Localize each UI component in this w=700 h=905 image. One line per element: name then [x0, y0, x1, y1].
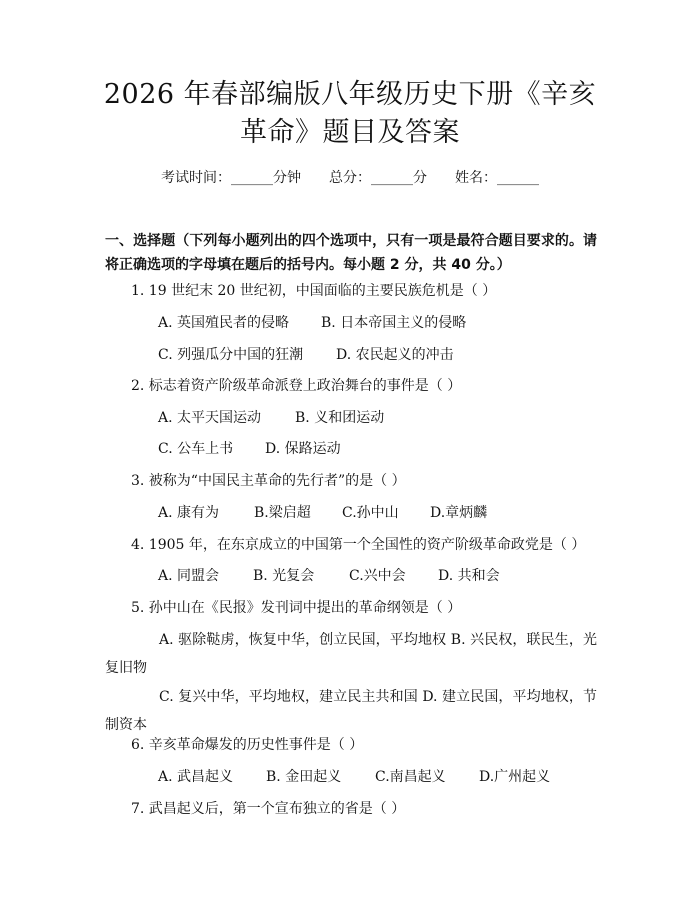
q4-option-d: D. 共和会 — [438, 568, 500, 584]
q3-option-b: B.梁启超 — [254, 505, 311, 521]
question-6-stem: 6. 辛亥革命爆发的历史性事件是（ ） — [131, 737, 364, 753]
document-title: 2026 年春部编版八年级历史下册《辛亥革命》题目及答案 — [103, 79, 597, 148]
question-4-options — [158, 566, 500, 586]
q1-option-a: A. 英国殖民者的侵略 — [158, 315, 290, 331]
q2-option-a: A. 太平天国运动 — [158, 410, 262, 426]
question-6-options — [158, 767, 550, 787]
q6-option-b: B. 金田起义 — [266, 769, 342, 785]
exam-name: 姓名：______ — [455, 170, 539, 186]
q1-option-c: C. 列强瓜分中国的狂潮 — [158, 347, 304, 363]
question-3-stem: 3. 被称为“中国民主革命的先行者”的是（ ） — [131, 473, 406, 489]
q5-options-ab: A. 驱除鞑虏，恢复中华，创立民国，平均地权 B. 兴民权，联民生，光复旧物 — [105, 632, 597, 676]
q6-option-c: C.南昌起义 — [375, 769, 446, 785]
question-5-stem: 5. 孙中山在《民报》发刊词中提出的革命纲领是（ ） — [131, 600, 462, 616]
question-2-options-row-2 — [158, 439, 341, 459]
q5-options-cd: C. 复兴中华，平均地权，建立民主共和国 D. 建立民国，平均地权，节制资本 — [105, 689, 597, 733]
exam-score: 总分：______分 — [329, 170, 427, 186]
q3-option-a: A. 康有为 — [158, 505, 220, 521]
q2-option-c: C. 公车上书 — [158, 441, 234, 457]
q4-option-b: B. 光复会 — [253, 568, 315, 584]
q4-option-c: C.兴中会 — [349, 568, 406, 584]
question-1-options-row-1 — [158, 313, 466, 333]
q6-option-d: D.广州起义 — [479, 769, 551, 785]
question-1-stem: 1. 19 世纪末 20 世纪初，中国面临的主要民族危机是（ ） — [131, 283, 497, 299]
section-heading: 一、选择题（下列每小题列出的四个选项中，只有一项是最符合题目要求的。请将正确选项的字母填在题后的括号内。每小题 2 分，共 40 分。） — [105, 233, 597, 273]
q3-option-c: C.孙中山 — [342, 505, 399, 521]
q2-option-d: D. 保路运动 — [265, 441, 341, 457]
question-1-options-row-2 — [158, 345, 454, 365]
exam-time: 考试时间：______分钟 — [161, 170, 301, 186]
question-4-stem: 4. 1905 年，在东京成立的中国第一个全国性的资产阶级革命政党是（ ） — [131, 537, 586, 553]
q2-option-b: B. 义和团运动 — [295, 410, 385, 426]
question-3-options — [158, 503, 487, 523]
q4-option-a: A. 同盟会 — [158, 568, 220, 584]
q6-option-a: A. 武昌起义 — [158, 769, 234, 785]
q1-option-d: D. 农民起义的冲击 — [336, 347, 454, 363]
q3-option-d: D.章炳麟 — [430, 505, 488, 521]
question-2-stem: 2. 标志着资产阶级革命派登上政治舞台的事件是（ ） — [131, 378, 462, 394]
question-2-options-row-1 — [158, 408, 384, 428]
q1-option-b: B. 日本帝国主义的侵略 — [321, 315, 467, 331]
question-7-stem: 7. 武昌起义后，第一个宣布独立的省是（ ） — [131, 801, 406, 817]
exam-meta — [0, 168, 700, 188]
